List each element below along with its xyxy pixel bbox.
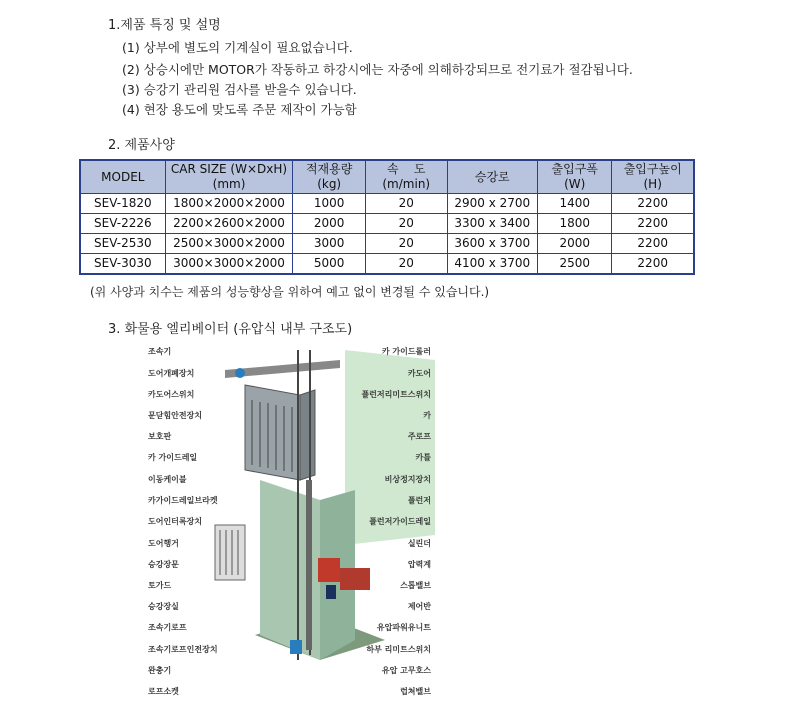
spec-header-row	[80, 160, 694, 194]
label-left: 카도어스위치	[148, 390, 195, 399]
label-left: 조속기로프	[148, 623, 187, 632]
label-right: 주로프	[407, 432, 431, 441]
cell-car-size: 1800×2000×2000	[165, 194, 293, 214]
buffer-icon	[290, 640, 302, 654]
cell-car-size: 2500×3000×2000	[165, 234, 293, 254]
header-hoistway: 승강로	[447, 160, 537, 194]
label-right: 플런저	[407, 496, 431, 505]
label-right: 실린더	[407, 539, 431, 548]
spec-note: (위 사양과 치수는 제품의 성능향상을 위하여 예고 없이 변경될 수 있습니다.)	[90, 285, 490, 299]
label-left: 도어인터록장치	[148, 517, 203, 526]
table-row	[80, 214, 694, 234]
label-right: 제어반	[407, 602, 431, 611]
label-left: 로프소켓	[148, 687, 179, 696]
cell-door-width: 1800	[538, 214, 612, 234]
label-right: 카	[423, 411, 431, 420]
cell-door-height: 2200	[612, 214, 694, 234]
label-left: 승강장실	[148, 602, 179, 611]
label-left: 조속기	[148, 347, 172, 356]
cell-capacity: 2000	[293, 214, 366, 234]
cell-car-size: 3000×3000×2000	[165, 254, 293, 275]
cell-car-size: 2200×2600×2000	[165, 214, 293, 234]
label-right: 카 가이드롤러	[381, 347, 431, 356]
header-car-size: CAR SIZE (W×DxH) (mm)	[165, 160, 293, 194]
cell-model: SEV-1820	[80, 194, 165, 214]
label-right: 카도어	[407, 369, 431, 378]
label-left: 승강장문	[148, 560, 179, 569]
header-model: MODEL	[80, 160, 165, 194]
cell-door-width: 2000	[538, 234, 612, 254]
cell-hoistway: 3300 x 3400	[447, 214, 537, 234]
cell-door-width: 1400	[538, 194, 612, 214]
cell-hoistway: 3600 x 3700	[447, 234, 537, 254]
label-left: 조속기로프인전장치	[148, 645, 218, 654]
section3-title: 3. 화물용 엘리베이터 (유압식 내부 구조도)	[108, 322, 353, 337]
feature-item: (1) 상부에 별도의 기계실이 필요없습니다.	[122, 40, 353, 55]
spec-table	[79, 159, 695, 275]
feature-item: (4) 현장 용도에 맞도록 주문 제작이 가능함	[122, 102, 357, 117]
label-left: 완충기	[148, 666, 172, 675]
feature-item: (3) 승강기 관리원 검사를 받을수 있습니다.	[122, 82, 357, 97]
cell-speed: 20	[365, 234, 447, 254]
table-row	[80, 194, 694, 214]
table-row	[80, 254, 694, 275]
label-right: 카틀	[415, 453, 431, 462]
label-right: 압력계	[407, 560, 431, 569]
cell-speed: 20	[365, 254, 447, 275]
cell-speed: 20	[365, 214, 447, 234]
feature-item: (2) 상승시에만 MOTOR가 작동하고 하강시에는 자중에 의해하강되므로 전기료가 절감됩니다.	[122, 62, 633, 77]
label-left: 카 가이드레일	[148, 453, 198, 462]
table-row	[80, 234, 694, 254]
cell-door-height: 2200	[612, 254, 694, 275]
label-left: 보호판	[148, 432, 172, 441]
cell-capacity: 3000	[293, 234, 366, 254]
cell-speed: 20	[365, 194, 447, 214]
header-capacity: 적재용량 (kg)	[293, 160, 366, 194]
governor-icon	[235, 368, 245, 378]
cell-capacity: 1000	[293, 194, 366, 214]
label-right: 비상정지장치	[384, 475, 431, 484]
cell-model: SEV-2530	[80, 234, 165, 254]
label-right: 럽쳐밸브	[400, 687, 431, 696]
cell-capacity: 5000	[293, 254, 366, 275]
label-right: 하부 리미트스위치	[366, 645, 431, 654]
label-left: 카가이드레일브라켓	[148, 496, 218, 505]
cell-door-width: 2500	[538, 254, 612, 275]
header-door-width: 출입구폭 (W)	[538, 160, 612, 194]
cell-door-height: 2200	[612, 234, 694, 254]
cell-model: SEV-2226	[80, 214, 165, 234]
label-left: 도어개폐장치	[148, 369, 195, 378]
label-left: 도어행거	[148, 539, 179, 548]
header-door-height: 출입구높이 (H)	[612, 160, 694, 194]
label-left: 이동케이블	[148, 475, 187, 484]
cell-hoistway: 4100 x 3700	[447, 254, 537, 275]
cell-hoistway: 2900 x 2700	[447, 194, 537, 214]
label-right: 스톱밸브	[400, 581, 431, 590]
cell-door-height: 2200	[612, 194, 694, 214]
label-left: 토가드	[148, 581, 172, 590]
label-right: 플런저리미트스위치	[361, 390, 431, 399]
section2-title: 2. 제품사양	[108, 138, 175, 153]
label-left: 문닫힘안전장치	[148, 411, 203, 420]
label-right: 플런저가이드레일	[369, 517, 431, 526]
section1-title: 1.제품 특징 및 설명	[108, 18, 221, 33]
label-right: 유압파워유니트	[376, 623, 431, 632]
header-speed: 속 도 (m/min)	[365, 160, 447, 194]
label-right: 유압 고무호스	[381, 666, 431, 675]
cell-model: SEV-3030	[80, 254, 165, 275]
